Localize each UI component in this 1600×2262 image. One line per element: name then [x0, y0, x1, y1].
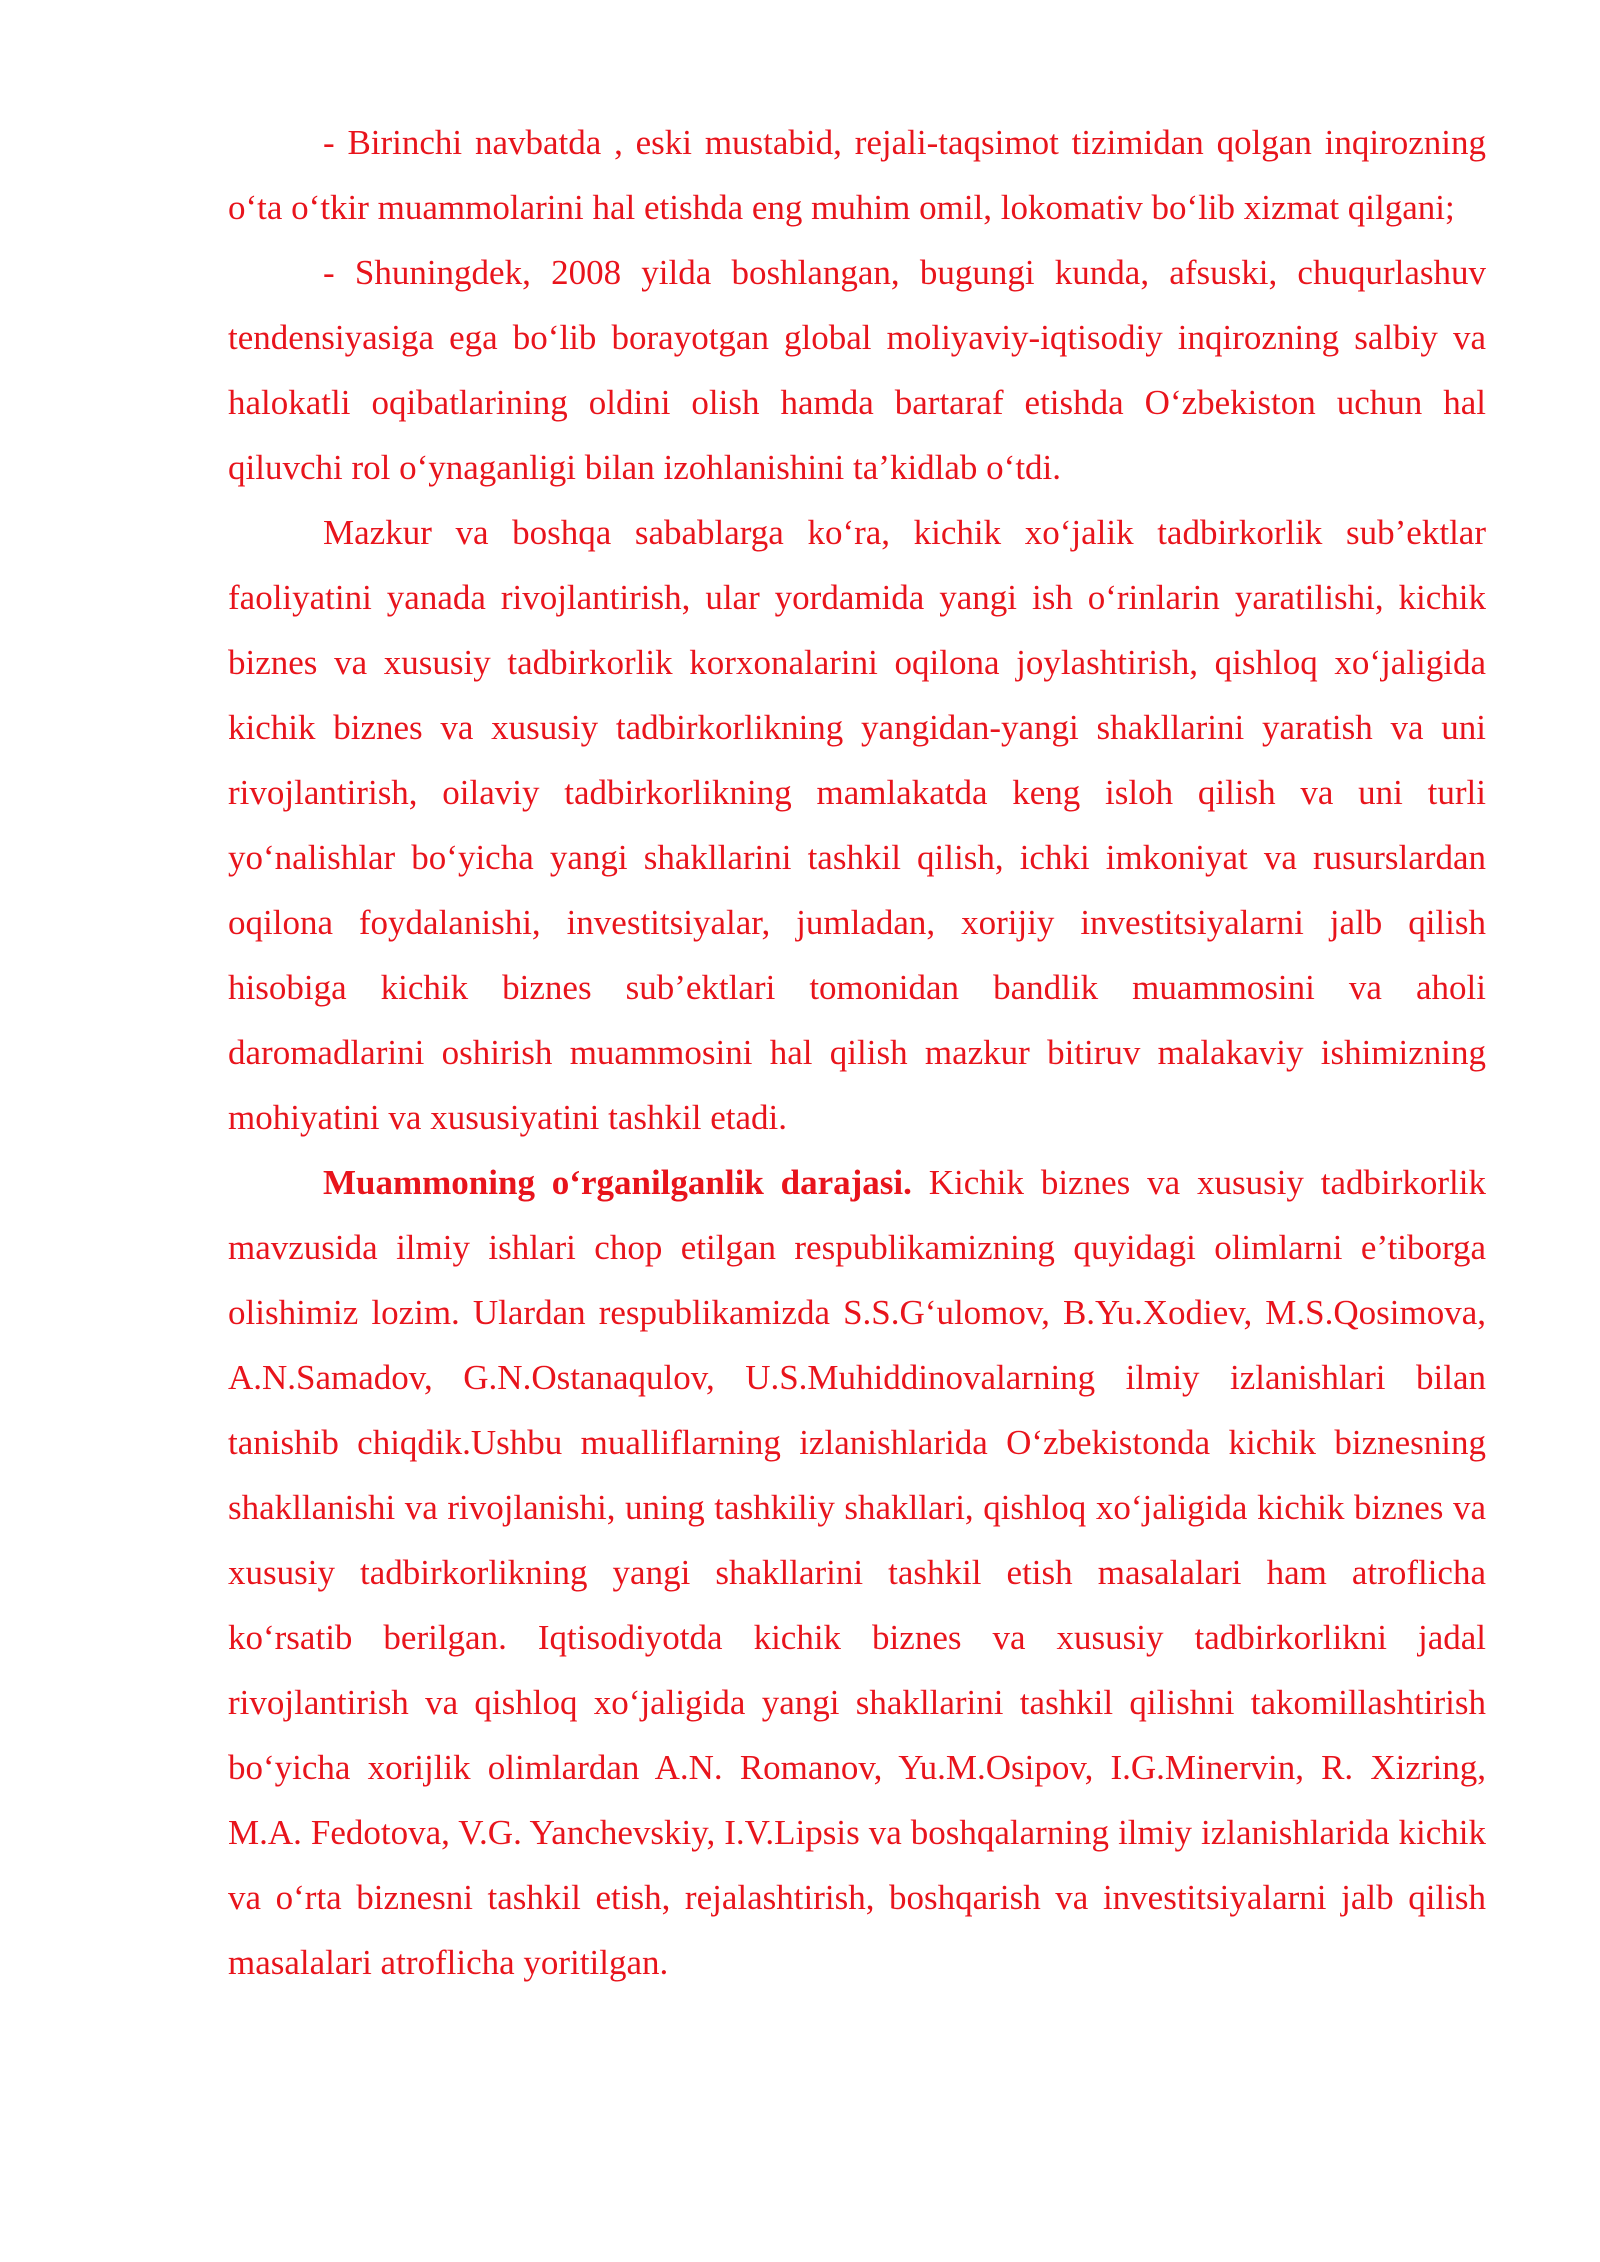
paragraph-3: Mazkur va boshqa sabablarga ko‘ra, kichik xo‘jalik tadbirkorlik sub’ektlar faoliyatini yanada rivojlantirish, ular yordamida yangi ish o‘rinlarin yaratilishi, kichik biznes va xususiy tadbirkorlik korxonalarini oqilona joylashtirish, qishloq xo‘jaligida kichik biznes va xususiy tadbirkorlikning yangidan-yangi shakllarini yaratish va uni rivojlantirish, oilaviy tadbirkorlikning mamlakatda keng isloh qilish va uni turli yo‘nalishlar bo‘yicha yangi shakllarini tashkil qilish, ichki imkoniyat va rusurslardan oqilona foydalanishi, investitsiyalar, jumladan, xorijiy investitsiyalarni jalb qilish hisobiga kichik biznes sub’ektlari tomonidan bandlik muammosini va aholi daromadlarini oshirish muammosini hal qilish mazkur bitiruv malakaviy ishimizning mohiyatini va xususiyatini tashkil etadi. — [228, 513, 1486, 1137]
document-page — [228, 110, 1486, 1995]
paragraph-1: - Birinchi navbatda , eski mustabid, rejali-taqsimot tizimidan qolgan inqirozning o‘ta o‘tkir muammolarini hal etishda eng muhim omil, lokomativ bo‘lib xizmat qilgani; — [228, 123, 1486, 227]
paragraph-4 — [228, 1150, 1486, 1995]
paragraph-4-body: Kichik biznes va xususiy tadbirkorlik mavzusida ilmiy ishlari chop etilgan respublikamizning quyidagi olimlarni e’tiborga olishimiz lozim. Ulardan respublikamizda S.S.G‘ulomov, B.Yu.Xodiev, M.S.Qosimova, A.N.Samadov, G.N.Ostanaqulov, U.S.Muhiddinovalarning ilmiy izlanishlari bilan tanishib chiqdik.Ushbu mualliflarning izlanishlarida O‘zbekistonda kichik biznesning shakllanishi va rivojlanishi, uning tashkiliy shakllari, qishloq xo‘jaligida kichik biznes va xususiy tadbirkorlikning yangi shakllarini tashkil etish masalalari ham atroflicha ko‘rsatib berilgan. Iqtisodiyotda kichik biznes va xususiy tadbirkorlikni jadal rivojlantirish va qishloq xo‘jaligida yangi shakllarini tashkil qilishni takomillashtirish bo‘yicha xorijlik olimlardan A.N. Romanov, Yu.M.Osipov, I.G.Minervin, R. Xizring, M.A. Fedotova, V.G. Yanchevskiy, I.V.Lipsis va boshqalarning ilmiy izlanishlarida kichik va o‘rta biznesni tashkil etish, rejalashtirish, boshqarish va investitsiyalarni jalb qilish masalalari atroflicha yoritilgan. — [228, 1163, 1487, 1982]
paragraph-2: - Shuningdek, 2008 yilda boshlangan, bugungi kunda, afsuski, chuqurlashuv tendensiyasiga ega bo‘lib borayotgan global moliyaviy-iqtisodiy inqirozning salbiy va halokatli oqibatlarining oldini olish hamda bartaraf etishda O‘zbekiston uchun hal qiluvchi rol o‘ynaganligi bilan izohlanishini ta’kidlab o‘tdi. — [228, 253, 1486, 487]
section-heading: Muammoning o‘rganilganlik darajasi. — [323, 1163, 912, 1202]
